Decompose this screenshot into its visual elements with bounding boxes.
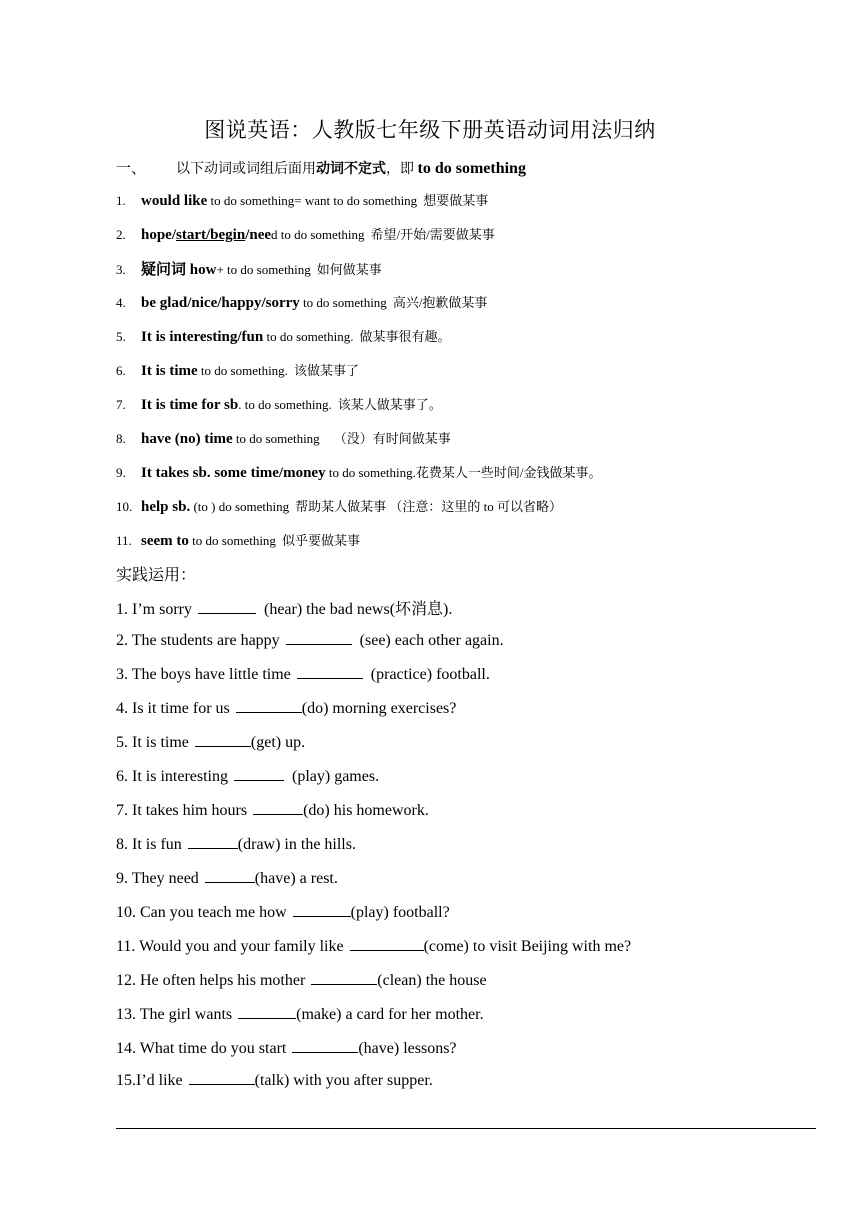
answer-blank[interactable]: [189, 1070, 255, 1085]
rule-item: [116, 258, 382, 279]
rule-text: + to do something: [216, 262, 311, 277]
exercise-item: [116, 766, 379, 786]
exercise-item: [116, 698, 456, 718]
exercise-item: [116, 868, 338, 888]
exercise-item: [116, 800, 429, 820]
rule-text: to do something.: [197, 363, 288, 378]
answer-blank[interactable]: [236, 698, 302, 713]
exercise-prompt: 12. He often helps his mother: [116, 972, 306, 989]
footer-divider: [116, 1128, 816, 1129]
rule-meaning: 该做某事了: [293, 363, 359, 378]
exercise-rest: (practice) football.: [366, 666, 490, 683]
rule-number: 6.: [116, 363, 126, 378]
answer-blank[interactable]: [350, 936, 424, 951]
exercise-rest: (see) each other again.: [355, 632, 504, 649]
answer-blank[interactable]: [188, 834, 238, 849]
section-text-c: ，即: [386, 162, 418, 177]
rule-meaning: 高兴/抱歉做某事: [392, 295, 488, 310]
exercise-rest: (clean) the house: [377, 972, 487, 989]
exercise-rest: (hear) the bad news(坏消息).: [259, 601, 453, 618]
rule-text: (to ) do something: [190, 499, 290, 514]
exercise-rest: (play) games.: [287, 768, 380, 785]
rule-item: [116, 394, 442, 414]
exercise-rest: (draw) in the hills.: [237, 836, 356, 853]
rule-keyword: be glad/nice/happy/sorry: [141, 295, 300, 311]
exercise-item: [116, 970, 487, 990]
rule-meaning: （没）有时间做某事: [333, 431, 451, 446]
answer-blank[interactable]: [292, 1038, 358, 1053]
exercise-prompt: 5. It is time: [116, 734, 189, 751]
page-title: 图说英语：人教版七年级下册英语动词用法归纳: [204, 118, 656, 142]
rule-keyword: would like: [141, 193, 208, 209]
rule-text: . to do something.: [238, 397, 332, 412]
exercise-rest: (talk) with you after supper.: [254, 1072, 433, 1089]
rule-text: to do something= want to do something: [207, 193, 418, 208]
section-number: 一、: [116, 161, 147, 177]
rule-meaning: 花费某人一些时间/金钱做某事。: [415, 465, 602, 480]
section-text-d: to do something: [417, 160, 526, 177]
section-heading: [116, 157, 526, 178]
rule-text: to do something: [188, 533, 276, 548]
rule-item: [116, 530, 360, 550]
exercise-item: [116, 596, 452, 619]
rule-item: [116, 190, 488, 210]
exercise-item: [116, 732, 305, 752]
rule-meaning: 做某事很有趣。: [359, 329, 451, 344]
exercise-prompt: 6. It is interesting: [116, 768, 228, 785]
rule-number: 3.: [116, 262, 126, 277]
exercise-rest: (have) lessons?: [358, 1040, 457, 1057]
exercise-rest: (have) a rest.: [254, 870, 338, 887]
rule-number: 1.: [116, 193, 126, 208]
exercise-item: [116, 1038, 457, 1058]
rule-item: [116, 292, 487, 312]
rule-keyword: It is interesting/fun: [141, 329, 264, 345]
answer-blank[interactable]: [198, 599, 256, 614]
section-text-a: 以下动词或词组后面用: [176, 162, 316, 177]
rule-text: to do something: [299, 295, 387, 310]
exercise-prompt: 14. What time do you start: [116, 1040, 287, 1057]
exercise-item: [116, 664, 490, 684]
rule-item: [116, 496, 562, 516]
rule-number: 5.: [116, 329, 126, 344]
exercise-prompt: 1. I’m sorry: [116, 601, 192, 618]
exercise-prompt: 3. The boys have little time: [116, 666, 291, 683]
rule-meaning: 想要做某事: [423, 193, 489, 208]
answer-blank[interactable]: [205, 868, 255, 883]
rule-item: [116, 462, 601, 482]
rule-meaning: 帮助某人做某事 （注意：这里的 to 可以省略）: [295, 499, 563, 514]
exercise-prompt: 13. The girl wants: [116, 1006, 233, 1023]
exercise-rest: (play) football?: [350, 904, 450, 921]
rule-meaning: 希望/开始/需要做某事: [370, 227, 495, 242]
exercise-item: [116, 1004, 484, 1024]
rule-number: 7.: [116, 397, 126, 412]
answer-blank[interactable]: [234, 766, 284, 781]
exercise-prompt: 9. They need: [116, 870, 199, 887]
rule-text: to do something: [232, 431, 320, 446]
exercise-item: [116, 936, 631, 956]
exercise-prompt: 8. It is fun: [116, 836, 182, 853]
exercise-prompt: 7. It takes him hours: [116, 802, 248, 819]
rule-keyword: have (no) time: [141, 431, 233, 447]
exercise-rest: (do) his homework.: [303, 802, 429, 819]
rule-text: d to do something: [271, 227, 365, 242]
rule-keyword: help sb.: [141, 499, 191, 515]
exercise-prompt: 10. Can you teach me how: [116, 904, 287, 921]
rule-number: 8.: [116, 431, 126, 446]
answer-blank[interactable]: [195, 732, 251, 747]
rule-meaning: 如何做某事: [316, 262, 382, 277]
exercise-rest: (come) to visit Beijing with me?: [423, 938, 632, 955]
rule-number: 2.: [116, 227, 126, 242]
exercise-prompt: 15.I’d like: [116, 1072, 183, 1089]
section-text-b: 动词不定式: [316, 162, 386, 177]
rule-text: to do something.: [263, 329, 354, 344]
answer-blank[interactable]: [297, 664, 363, 679]
practice-heading: 实践运用：: [116, 567, 197, 584]
exercise-rest: (do) morning exercises?: [301, 700, 457, 717]
rule-keyword: hope/: [141, 227, 177, 243]
rule-keyword: 疑问词 how: [141, 262, 217, 278]
exercise-item: [116, 834, 356, 854]
rule-keyword: It is time: [141, 363, 198, 379]
exercise-rest: (make) a card for her mother.: [296, 1006, 484, 1023]
rule-item: [116, 224, 495, 244]
rule-number: 4.: [116, 295, 126, 310]
exercise-prompt: 11. Would you and your family like: [116, 938, 344, 955]
answer-blank[interactable]: [311, 970, 377, 985]
rule-number: 11.: [116, 533, 132, 548]
rule-item: [116, 326, 451, 346]
exercise-item: [116, 1070, 433, 1090]
answer-blank[interactable]: [253, 800, 303, 815]
rule-keyword: It is time for sb: [141, 397, 239, 413]
rule-number: 10.: [116, 499, 133, 514]
rule-keyword: seem to: [141, 533, 189, 549]
answer-blank[interactable]: [293, 902, 351, 917]
rule-meaning: 该某人做某事了。: [337, 397, 442, 412]
exercise-prompt: 4. Is it time for us: [116, 700, 230, 717]
answer-blank[interactable]: [286, 630, 352, 645]
rule-keyword: It takes sb. some time/money: [141, 465, 326, 481]
rule-number: 9.: [116, 465, 126, 480]
exercise-prompt: 2. The students are happy: [116, 632, 280, 649]
rule-item: [116, 428, 451, 448]
rule-meaning: 似乎要做某事: [281, 533, 360, 548]
rule-item: [116, 360, 359, 380]
exercise-item: [116, 902, 450, 922]
answer-blank[interactable]: [238, 1004, 296, 1019]
exercise-rest: (get) up.: [250, 734, 306, 751]
exercise-item: [116, 630, 504, 650]
rule-keyword: /nee: [245, 227, 272, 243]
rule-keyword-underlined: start/begin: [176, 227, 246, 243]
rule-text: to do something.: [325, 465, 416, 480]
